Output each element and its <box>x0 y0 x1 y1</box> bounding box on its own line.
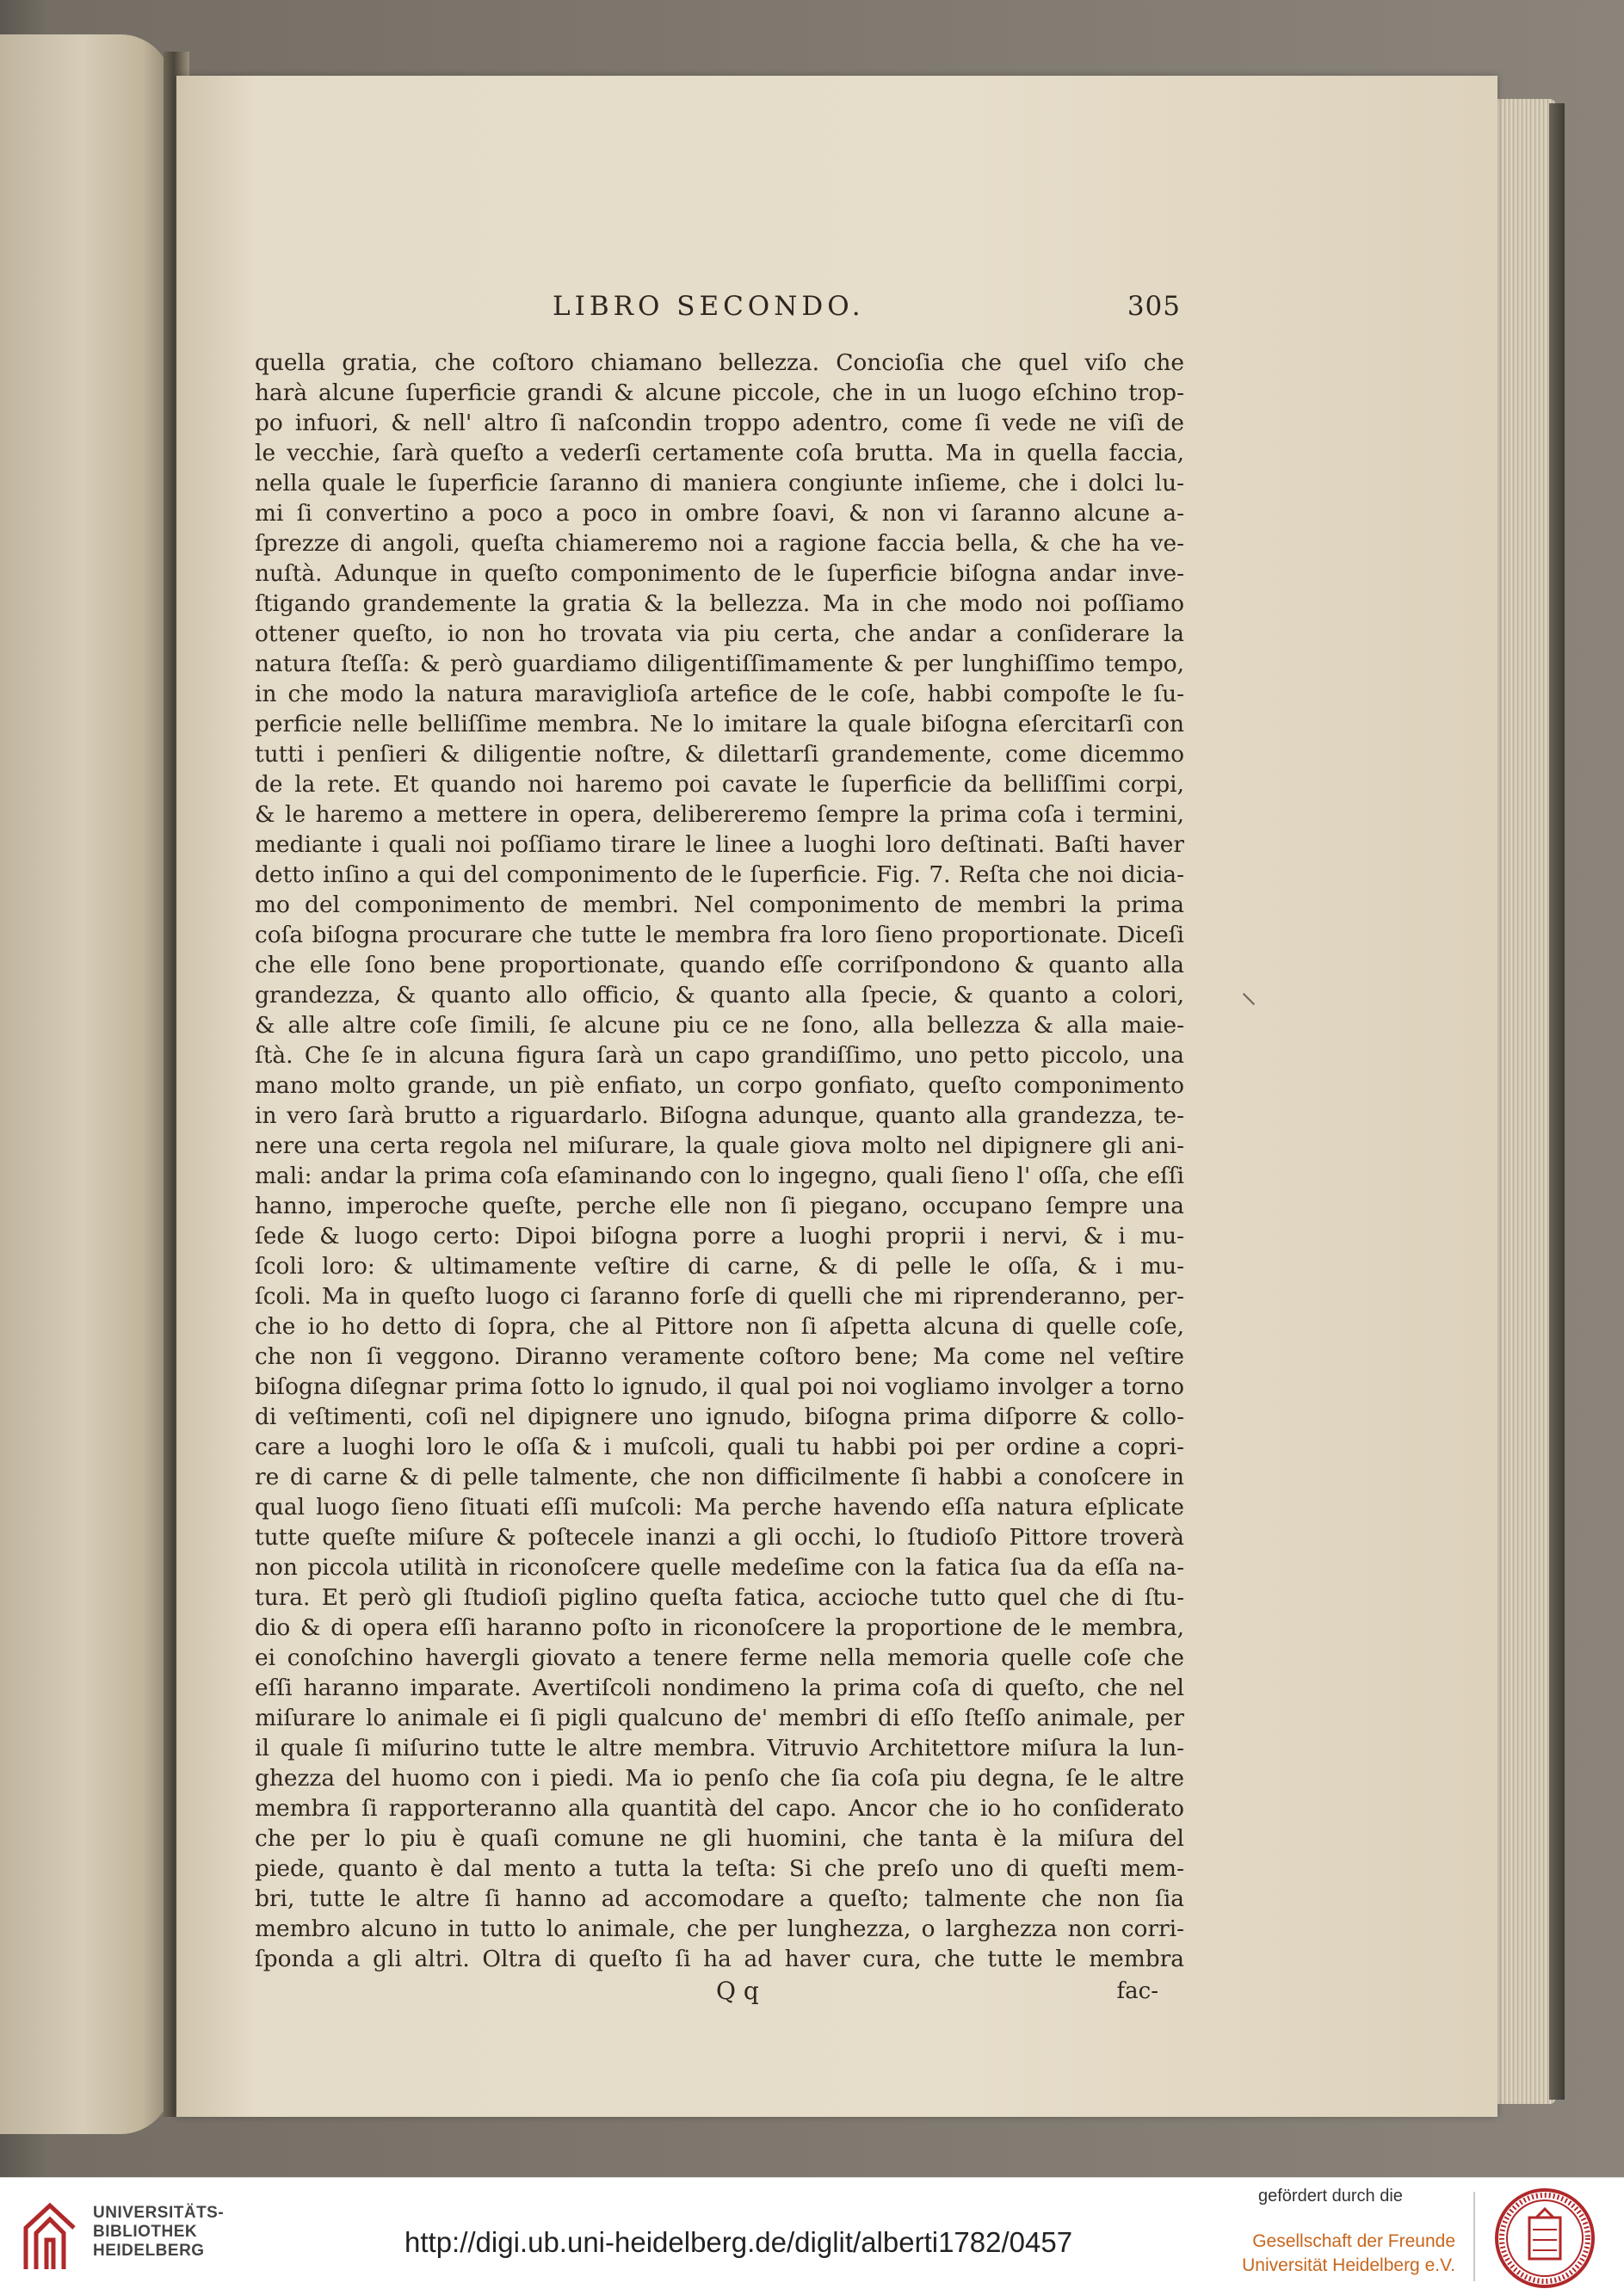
library-name <box>93 2204 224 2261</box>
text-line: ſprezze di angoli, queſta chiameremo noi a ragione faccia bella, & che ha ve- <box>255 530 1184 557</box>
running-head-title: LIBRO SECONDO. <box>553 291 865 322</box>
text-line: che elle ſono bene proportionate, quando eſſe corriſpondono & quanto alla <box>255 952 1184 978</box>
text-line: ſtigando grandemente la gratia & la bellezza. Ma in che modo noi poſſiamo <box>255 590 1184 617</box>
text-line: bri, tutte le altre ſi hanno ad accomodare a queſto; talmente che non ſia <box>255 1885 1184 1912</box>
footer-bar <box>0 2177 1624 2295</box>
text-line: de la rete. Et quando noi haremo poi cavate le ſuperficie da belliſſimi corpi, <box>255 771 1184 798</box>
text-line: piede, quanto è dal mento a tutta la teſta: Si che preſo uno di queſti mem- <box>255 1855 1184 1882</box>
footer-divider <box>1473 2192 1475 2281</box>
cover-edge <box>1549 103 1565 2100</box>
text-line: il quale ſi miſurino tutte le altre membra. Vitruvio Architettore miſura la lun- <box>255 1735 1184 1761</box>
text-line: ghezza del huomo con i piedi. Ma io penſo che ſia coſa piu degna, ſe le altre <box>255 1765 1184 1792</box>
text-line: nella quale le ſuperficie ſaranno di maniera congiunte inſieme, che i dolci lu- <box>255 470 1184 497</box>
text-line: ſcoli. Ma in queſto luogo ci ſaranno forſe di quelli che mi riprenderanno, per- <box>255 1283 1184 1310</box>
text-line: re di carne & di pelle talmente, che non difficilmente ſi habbi a conoſcere in <box>255 1464 1184 1490</box>
text-line: ſcoli loro: & ultimamente veſtire di carne, & di pelle le oſſa, & i mu- <box>255 1253 1184 1280</box>
text-line: mi ſi convertino a poco a poco in ombre ſoavi, & non vi ſaranno alcune a- <box>255 500 1184 527</box>
text-line: membra ſi rapporteranno alla quantità del capo. Ancor che io ho conſiderato <box>255 1795 1184 1822</box>
text-line: grandezza, & quanto allo officio, & quanto alla ſpecie, & quanto a colori, <box>255 982 1184 1009</box>
permalink-url[interactable]: http://digi.ub.uni-heidelberg.de/diglit/alberti1782/0457 <box>404 2226 1073 2258</box>
page-number: 305 <box>1127 291 1181 322</box>
text-line: dio & di opera eſſi haranno poſto in riconoſcere la proportione de le membra, <box>255 1614 1184 1641</box>
text-line: eſſi haranno imparate. Avertiſcoli nondimeno la prima coſa di queſto, che nel <box>255 1675 1184 1701</box>
text-line: qual luogo ſieno ſituati eſſi muſcoli: Ma perche havendo eſſa natura eſplicate <box>255 1494 1184 1521</box>
text-line: po infuori, & nell' altro ſi naſcondin troppo adentro, come ſi vede ne viſi de <box>255 410 1184 436</box>
body-text <box>255 348 1184 1974</box>
text-line: ei conoſchino havergli giovato a tenere ferme nella memoria quelle coſe che <box>255 1644 1184 1671</box>
sponsor-name <box>1242 2230 1455 2278</box>
text-line: quella gratia, che coſtoro chiamano bellezza. Concioſia che quel viſo che <box>255 349 1184 376</box>
text-line: in vero ſarà brutto a riguardarlo. Biſogna adunque, quanto alla grandezza, te- <box>255 1102 1184 1129</box>
text-line: natura ſteſſa: & però guardiamo diligentiſſimamente & per lunghiſſimo tempo, <box>255 651 1184 677</box>
text-line: ſtà. Che ſe in alcuna figura ſarà un capo grandiſſimo, uno petto piccolo, una <box>255 1042 1184 1069</box>
text-line: mediante i quali noi poſſiamo tirare le linee a luoghi loro deſtinati. Baſti haver <box>255 831 1184 858</box>
text-line: detto inſino a qui del componimento de le ſuperficie. Fig. 7. Reſta che noi dicia- <box>255 861 1184 888</box>
page-foot <box>255 1974 1184 2008</box>
library-name-line3: HEIDELBERG <box>93 2242 205 2260</box>
sponsor-name-line1: Gesellschaft der Freunde <box>1252 2231 1455 2251</box>
text-line: tutti i penſieri & diligentie noſtre, & dilettarſi grandemente, come dicemmo <box>255 741 1184 768</box>
left-page-edge <box>0 34 172 2134</box>
university-seal-icon <box>1493 2187 1596 2290</box>
text-line: ottener queſto, io non ho trovata via piu certa, che andar a conſiderare la <box>255 620 1184 647</box>
text-line: perficie nelle belliſſime membra. Ne lo imitare la quale biſogna eſercitarſi con <box>255 711 1184 737</box>
text-line: harà alcune ſuperficie grandi & alcune piccole, che in un luogo eſchino trop- <box>255 379 1184 406</box>
ub-heidelberg-logo-icon <box>15 2193 84 2280</box>
library-name-line2: BIBLIOTHEK <box>93 2223 198 2241</box>
text-line: che non ſi veggono. Diranno veramente coſtoro bene; Ma come nel veſtire <box>255 1343 1184 1370</box>
text-line: nere una certa regola nel miſurare, la quale giova molto nel dipignere gli ani- <box>255 1132 1184 1159</box>
text-line: nuſtà. Adunque in queſto componimento de le ſuperficie biſogna andar inve- <box>255 560 1184 587</box>
text-line: le vecchie, ſarà queſto a vederſi certamente coſa brutta. Ma in quella faccia, <box>255 440 1184 466</box>
text-line: che per lo piu è quaſi comune ne gli huomini, che tanta è la miſura del <box>255 1825 1184 1852</box>
text-line: di veſtimenti, coſi nel dipignere uno ignudo, biſogna prima diſporre & collo- <box>255 1404 1184 1430</box>
page-text <box>255 291 1184 2008</box>
text-line: che io ho detto di ſopra, che al Pittore non ſi aſpetta alcuna di quelle coſe, <box>255 1313 1184 1340</box>
catchword: fac- <box>1116 1978 1158 2004</box>
text-line: miſurare lo animale ei ſi pigli qualcuno de' membri di eſſo ſteſſo animale, per <box>255 1705 1184 1731</box>
text-line: tutte queſte miſure & poſtecele inanzi a gli occhi, lo ſtudioſo Pittore troverà <box>255 1524 1184 1551</box>
text-line: non piccola utilità in riconoſcere quelle medeſime con la fatica ſua da eſſa na- <box>255 1554 1184 1581</box>
text-line: mano molto grande, un piè enfiato, un corpo gonfiato, queſto componimento <box>255 1072 1184 1099</box>
text-line: ſede & luogo certo: Dipoi biſogna porre a luoghi proprii i nervi, & i mu- <box>255 1223 1184 1249</box>
text-line: mo del componimento de membri. Nel componimento de membri la prima <box>255 891 1184 918</box>
text-line: coſa biſogna procurare che tutte le membra fra loro ſieno proportionate. Diceſi <box>255 922 1184 948</box>
text-line: mali: andar la prima coſa eſaminando con lo ingegno, quali ſieno l' oſſa, che eſſi <box>255 1163 1184 1189</box>
sponsor-name-line2: Universität Heidelberg e.V. <box>1242 2255 1455 2275</box>
page-edges <box>1493 99 1555 2104</box>
text-line: biſogna diſegnar prima ſotto lo ignudo, il qual poi noi vogliamo involger a torno <box>255 1373 1184 1400</box>
text-line: membro alcuno in tutto lo animale, che per lunghezza, o larghezza non corri- <box>255 1916 1184 1942</box>
text-line: & alle altre coſe ſimili, ſe alcune piu ce ne ſono, alla bellezza & alla maie- <box>255 1012 1184 1039</box>
signature-mark: Q q <box>716 1977 759 2005</box>
text-line: in che modo la natura maraviglioſa artefice de le coſe, habbi compoſte le ſu- <box>255 681 1184 707</box>
sponsor-label: gefördert durch die <box>1258 2187 1403 2206</box>
text-line: tura. Et però gli ſtudioſi piglino queſta fatica, accioche tutto quel che di ſtu- <box>255 1584 1184 1611</box>
text-line: & le haremo a mettere in opera, delibereremo ſempre la prima coſa i termini, <box>255 801 1184 828</box>
text-line: ſponda a gli altri. Oltra di queſto ſi ha ad haver cura, che tutte le membra <box>255 1946 1184 1972</box>
text-line: care a luoghi loro le oſſa & i muſcoli, quali tu habbi poi per ordine a copri- <box>255 1434 1184 1460</box>
running-head <box>255 291 1184 342</box>
library-name-line1: UNIVERSITÄTS- <box>93 2204 225 2222</box>
text-line: hanno, imperoche queſte, perche elle non ſi piegano, occupano ſempre una <box>255 1193 1184 1219</box>
